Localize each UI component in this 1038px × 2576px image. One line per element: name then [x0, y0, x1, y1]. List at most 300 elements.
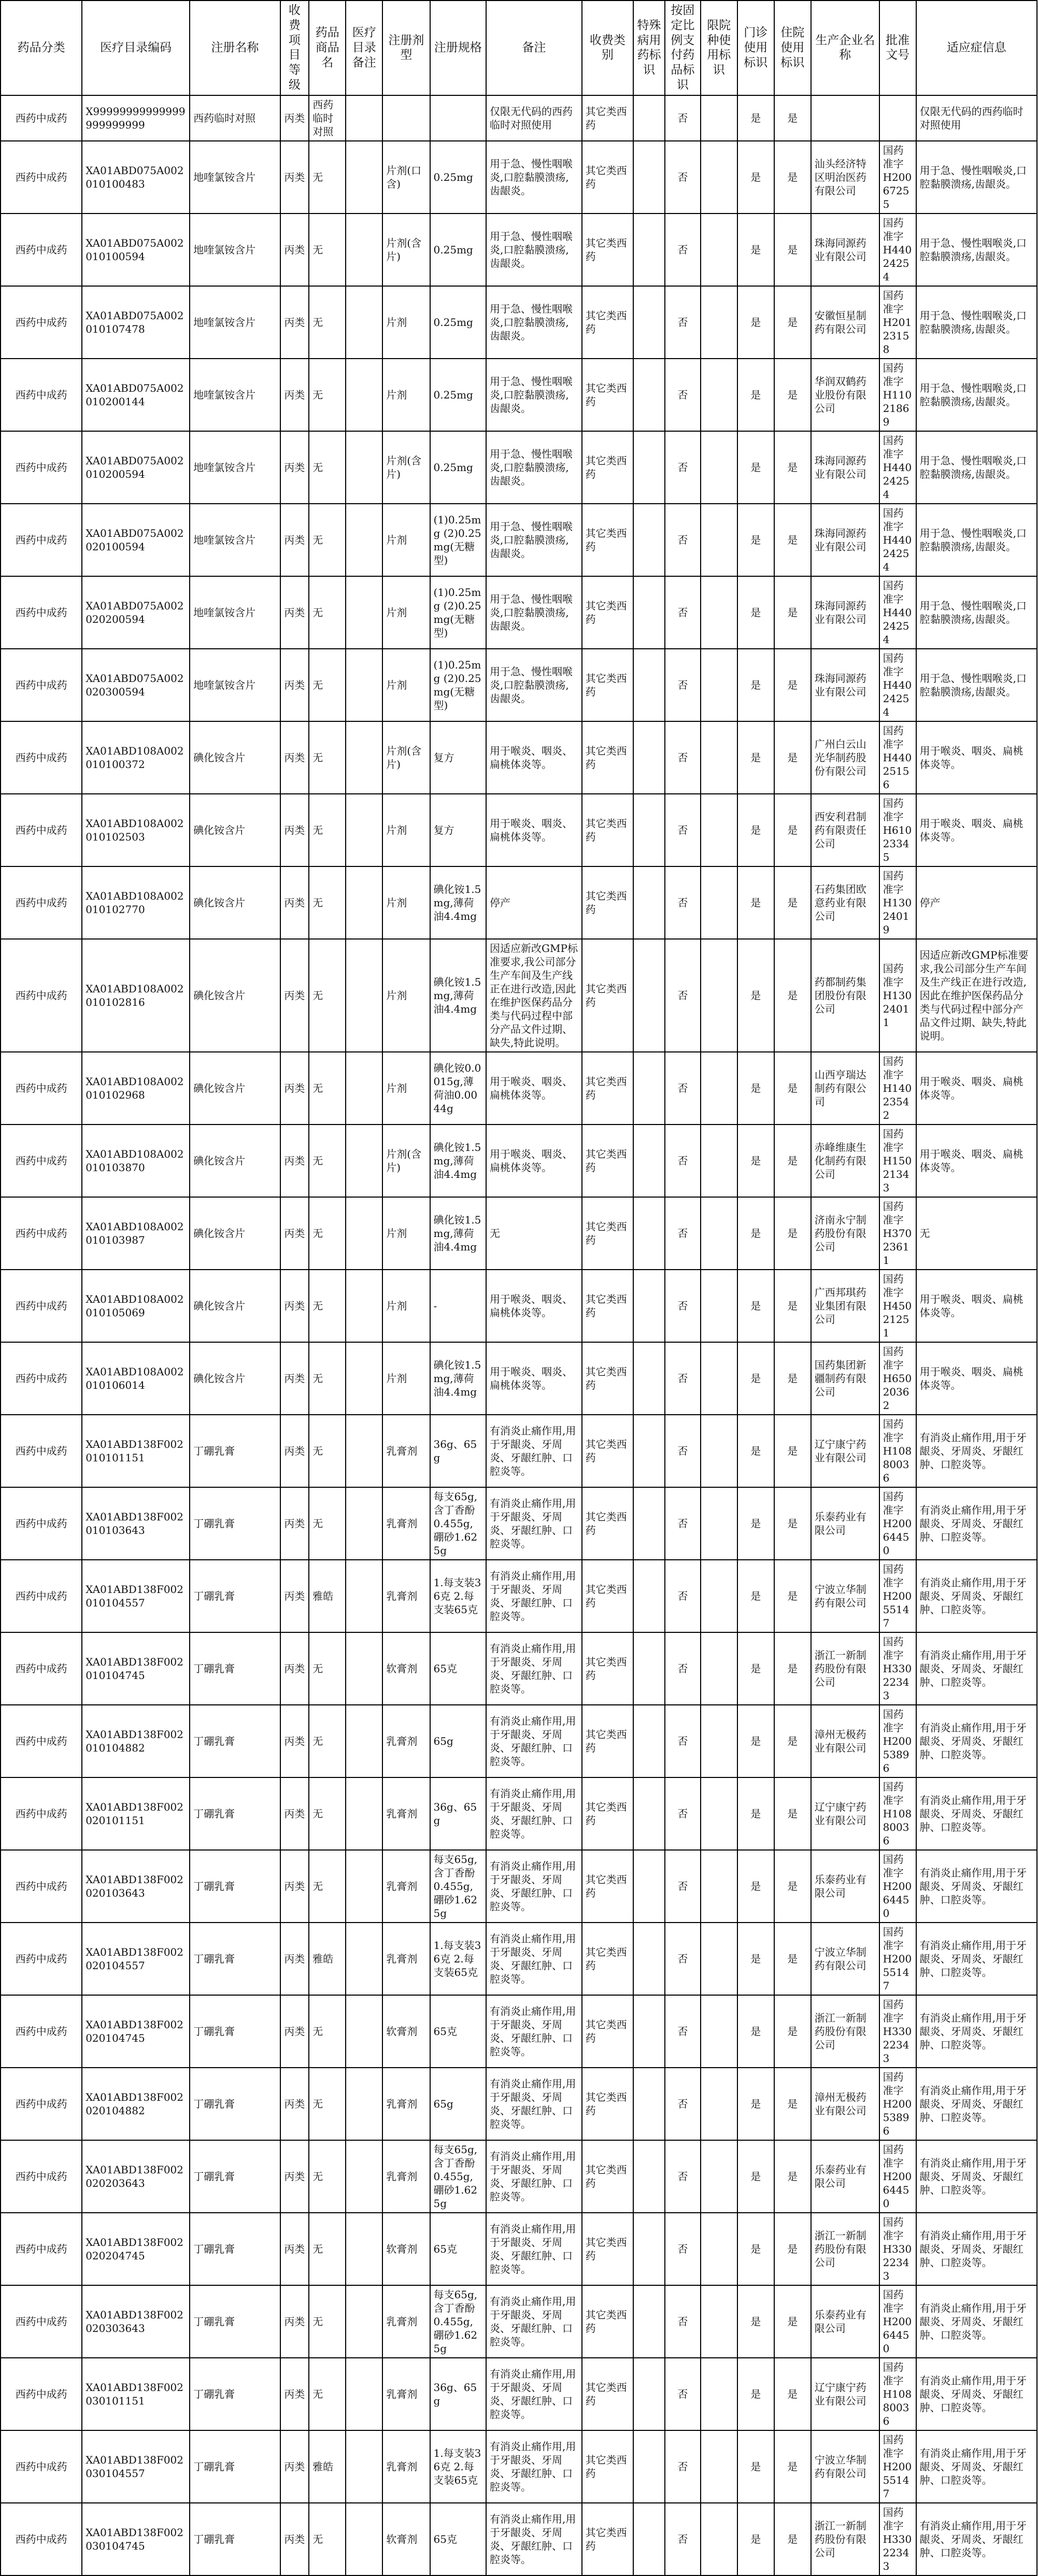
cell-hospital-limit-flag — [701, 1342, 737, 1415]
header-approval-number: 批准文号 — [879, 1, 916, 95]
cell-specification: 0.25mg — [430, 431, 487, 504]
cell-trade-name: 无 — [309, 286, 346, 359]
cell-manufacturer: 浙江一新制药股份有限公司 — [811, 1995, 879, 2068]
cell-hospital-limit-flag — [701, 1705, 737, 1777]
cell-manufacturer: 珠海同源药业有限公司 — [811, 504, 879, 576]
cell-specification: 每支65g,含丁香酚0.455g,硼砂1.625g — [430, 1850, 487, 1923]
cell-catalog-code: XA01ABD075A002020300594 — [82, 649, 190, 721]
table-row — [1, 1415, 1037, 1487]
cell-charge-grade: 丙类 — [280, 1560, 309, 1632]
cell-special-disease-flag — [633, 2503, 665, 2575]
cell-fixed-ratio-flag: 否 — [665, 1487, 701, 1560]
cell-specification: 碘化铵1.5mg,薄荷油4.4mg — [430, 1197, 487, 1270]
cell-hospital-limit-flag — [701, 721, 737, 794]
cell-manufacturer: 珠海同源药业有限公司 — [811, 576, 879, 649]
cell-catalog-code: XA01ABD108A002010102503 — [82, 794, 190, 866]
cell-indication: 有消炎止痛作用,用于牙龈炎、牙周炎、牙龈红肿、口腔炎等。 — [916, 1923, 1037, 1995]
cell-catalog-code: XA01ABD075A002010100594 — [82, 214, 190, 286]
cell-catalog-code: XA01ABD075A002010100483 — [82, 141, 190, 214]
cell-outpatient-flag: 是 — [737, 504, 774, 576]
cell-charge-category: 其它类西药 — [582, 2140, 633, 2213]
cell-charge-grade: 丙类 — [280, 1125, 309, 1197]
cell-special-disease-flag — [633, 2430, 665, 2503]
cell-special-disease-flag — [633, 2068, 665, 2140]
cell-outpatient-flag: 是 — [737, 1850, 774, 1923]
cell-special-disease-flag — [633, 1923, 665, 1995]
cell-approval-number: 国药准字H15021343 — [879, 1125, 916, 1197]
cell-specification: 65g — [430, 2068, 487, 2140]
cell-charge-category: 其它类西药 — [582, 1270, 633, 1342]
cell-registered-name: 碘化铵含片 — [190, 1052, 280, 1125]
cell-catalog-code: XA01ABD108A002010102968 — [82, 1052, 190, 1125]
cell-specification: 36g、65g — [430, 2358, 487, 2430]
cell-charge-grade: 丙类 — [280, 95, 309, 141]
cell-fixed-ratio-flag: 否 — [665, 1632, 701, 1705]
cell-trade-name: 无 — [309, 721, 346, 794]
cell-outpatient-flag: 是 — [737, 2503, 774, 2575]
cell-catalog-remark — [346, 721, 382, 794]
cell-outpatient-flag: 是 — [737, 1342, 774, 1415]
cell-manufacturer: 济南永宁制药股份有限公司 — [811, 1197, 879, 1270]
header-charge-category: 收费类别 — [582, 1, 633, 95]
cell-inpatient-flag: 是 — [774, 95, 811, 141]
cell-charge-category: 其它类西药 — [582, 576, 633, 649]
cell-remark: 有消炎止痛作用,用于牙龈炎、牙周炎、牙龈红肿、口腔炎等。 — [486, 1705, 582, 1777]
table-row — [1, 2140, 1037, 2213]
cell-outpatient-flag: 是 — [737, 1777, 774, 1850]
cell-drug-category: 西药中成药 — [1, 431, 82, 504]
cell-approval-number: 国药准字H10880036 — [879, 1415, 916, 1487]
cell-outpatient-flag: 是 — [737, 1487, 774, 1560]
cell-charge-category: 其它类西药 — [582, 1560, 633, 1632]
cell-hospital-limit-flag — [701, 1487, 737, 1560]
cell-fixed-ratio-flag: 否 — [665, 649, 701, 721]
cell-catalog-remark — [346, 794, 382, 866]
cell-approval-number: 国药准字H33022343 — [879, 2503, 916, 2575]
cell-trade-name: 无 — [309, 1850, 346, 1923]
cell-catalog-code: XA01ABD075A002010200144 — [82, 359, 190, 431]
cell-indication: 有消炎止痛作用,用于牙龈炎、牙周炎、牙龈红肿、口腔炎等。 — [916, 1487, 1037, 1560]
table-row — [1, 2503, 1037, 2575]
cell-catalog-code: XA01ABD138F002010104745 — [82, 1632, 190, 1705]
cell-registered-name: 丁硼乳膏 — [190, 1415, 280, 1487]
cell-remark: 用于喉炎、咽炎、扁桃体炎等。 — [486, 1342, 582, 1415]
cell-inpatient-flag: 是 — [774, 504, 811, 576]
cell-fixed-ratio-flag: 否 — [665, 141, 701, 214]
cell-catalog-code: XA01ABD138F002020303643 — [82, 2285, 190, 2358]
cell-outpatient-flag: 是 — [737, 95, 774, 141]
cell-drug-category: 西药中成药 — [1, 721, 82, 794]
cell-catalog-remark — [346, 1632, 382, 1705]
cell-registered-name: 丁硼乳膏 — [190, 1560, 280, 1632]
cell-indication: 用于喉炎、咽炎、扁桃体炎等。 — [916, 1052, 1037, 1125]
cell-charge-category: 其它类西药 — [582, 1197, 633, 1270]
cell-registered-name: 丁硼乳膏 — [190, 2140, 280, 2213]
cell-dosage-form: 乳膏剂 — [382, 1487, 430, 1560]
cell-charge-grade: 丙类 — [280, 359, 309, 431]
cell-trade-name: 无 — [309, 1415, 346, 1487]
cell-remark: 用于喉炎、咽炎、扁桃体炎等。 — [486, 1270, 582, 1342]
cell-special-disease-flag — [633, 721, 665, 794]
cell-approval-number: 国药准字H33022343 — [879, 1632, 916, 1705]
cell-hospital-limit-flag — [701, 2140, 737, 2213]
cell-dosage-form: 片剂 — [382, 794, 430, 866]
cell-trade-name: 无 — [309, 359, 346, 431]
table-row — [1, 1197, 1037, 1270]
cell-approval-number: 国药准字H10880036 — [879, 2358, 916, 2430]
cell-charge-grade: 丙类 — [280, 1923, 309, 1995]
cell-remark: 有消炎止痛作用,用于牙龈炎、牙周炎、牙龈红肿、口腔炎等。 — [486, 1632, 582, 1705]
cell-hospital-limit-flag — [701, 1415, 737, 1487]
cell-approval-number: 国药准字H44024254 — [879, 576, 916, 649]
cell-remark: 有消炎止痛作用,用于牙龈炎、牙周炎、牙龈红肿、口腔炎等。 — [486, 1850, 582, 1923]
cell-fixed-ratio-flag: 否 — [665, 794, 701, 866]
cell-trade-name: 无 — [309, 1342, 346, 1415]
cell-catalog-remark — [346, 504, 382, 576]
cell-fixed-ratio-flag: 否 — [665, 1125, 701, 1197]
cell-manufacturer — [811, 95, 879, 141]
cell-special-disease-flag — [633, 431, 665, 504]
cell-fixed-ratio-flag: 否 — [665, 2068, 701, 2140]
cell-registered-name: 碘化铵含片 — [190, 1197, 280, 1270]
table-row — [1, 1270, 1037, 1342]
table-row — [1, 1560, 1037, 1632]
cell-fixed-ratio-flag: 否 — [665, 1560, 701, 1632]
cell-outpatient-flag: 是 — [737, 1923, 774, 1995]
cell-charge-grade: 丙类 — [280, 2503, 309, 2575]
cell-trade-name: 雅皓 — [309, 2430, 346, 2503]
cell-remark: 有消炎止痛作用,用于牙龈炎、牙周炎、牙龈红肿、口腔炎等。 — [486, 1777, 582, 1850]
cell-registered-name: 丁硼乳膏 — [190, 1632, 280, 1705]
cell-indication: 有消炎止痛作用,用于牙龈炎、牙周炎、牙龈红肿、口腔炎等。 — [916, 2213, 1037, 2285]
cell-registered-name: 地喹氯铵含片 — [190, 576, 280, 649]
cell-dosage-form: 乳膏剂 — [382, 2068, 430, 2140]
cell-hospital-limit-flag — [701, 141, 737, 214]
cell-drug-category: 西药中成药 — [1, 2503, 82, 2575]
cell-fixed-ratio-flag: 否 — [665, 95, 701, 141]
cell-charge-grade: 丙类 — [280, 1777, 309, 1850]
cell-charge-grade: 丙类 — [280, 649, 309, 721]
cell-catalog-code: XA01ABD138F002030104745 — [82, 2503, 190, 2575]
cell-registered-name: 碘化铵含片 — [190, 866, 280, 939]
cell-catalog-code: XA01ABD108A002010103870 — [82, 1125, 190, 1197]
cell-specification: 每支65g,含丁香酚0.455g,硼砂1.625g — [430, 2140, 487, 2213]
cell-approval-number: 国药准字H14023542 — [879, 1052, 916, 1125]
cell-dosage-form: 片剂(口含) — [382, 141, 430, 214]
cell-specification: 0.25mg — [430, 214, 487, 286]
cell-trade-name: 无 — [309, 649, 346, 721]
cell-drug-category: 西药中成药 — [1, 141, 82, 214]
cell-charge-category: 其它类西药 — [582, 1850, 633, 1923]
cell-indication: 因适应新改GMP标准要求,我公司部分生产车间及生产线正在进行改造,因此在维护医保药品分类与代码过程中部分产品文件过期、缺失,特此说明。 — [916, 939, 1037, 1052]
cell-dosage-form: 乳膏剂 — [382, 1923, 430, 1995]
cell-charge-grade: 丙类 — [280, 2358, 309, 2430]
header-hospital-limit-flag: 限院种使用标识 — [701, 1, 737, 95]
cell-charge-category: 其它类西药 — [582, 95, 633, 141]
cell-dosage-form: 片剂 — [382, 1342, 430, 1415]
cell-outpatient-flag: 是 — [737, 2068, 774, 2140]
cell-catalog-remark — [346, 1342, 382, 1415]
cell-charge-grade: 丙类 — [280, 1342, 309, 1415]
cell-approval-number: 国药准字H20123158 — [879, 286, 916, 359]
cell-approval-number: 国药准字H20067255 — [879, 141, 916, 214]
cell-catalog-remark — [346, 141, 382, 214]
cell-specification: 碘化铵1.5mg,薄荷油4.4mg — [430, 939, 487, 1052]
cell-charge-grade: 丙类 — [280, 1632, 309, 1705]
cell-indication: 有消炎止痛作用,用于牙龈炎、牙周炎、牙龈红肿、口腔炎等。 — [916, 2430, 1037, 2503]
cell-drug-category: 西药中成药 — [1, 649, 82, 721]
cell-inpatient-flag: 是 — [774, 431, 811, 504]
cell-remark: 用于急、慢性咽喉炎,口腔黏膜溃疡,齿龈炎。 — [486, 141, 582, 214]
cell-catalog-remark — [346, 939, 382, 1052]
cell-trade-name: 无 — [309, 2285, 346, 2358]
cell-registered-name: 碘化铵含片 — [190, 1125, 280, 1197]
cell-approval-number: 国药准字H44024254 — [879, 431, 916, 504]
cell-drug-category: 西药中成药 — [1, 2213, 82, 2285]
cell-catalog-remark — [346, 286, 382, 359]
cell-special-disease-flag — [633, 1125, 665, 1197]
table-row — [1, 794, 1037, 866]
header-charge-grade: 收费项目等级 — [280, 1, 309, 95]
cell-fixed-ratio-flag: 否 — [665, 2285, 701, 2358]
cell-charge-grade: 丙类 — [280, 214, 309, 286]
cell-hospital-limit-flag — [701, 2213, 737, 2285]
table-row — [1, 95, 1037, 141]
cell-dosage-form: 片剂(含片) — [382, 1125, 430, 1197]
cell-outpatient-flag: 是 — [737, 2358, 774, 2430]
cell-manufacturer: 珠海同源药业有限公司 — [811, 214, 879, 286]
cell-charge-category: 其它类西药 — [582, 1125, 633, 1197]
cell-charge-category: 其它类西药 — [582, 2358, 633, 2430]
cell-charge-category: 其它类西药 — [582, 1777, 633, 1850]
header-outpatient-flag: 门诊使用标识 — [737, 1, 774, 95]
cell-inpatient-flag: 是 — [774, 939, 811, 1052]
cell-inpatient-flag: 是 — [774, 576, 811, 649]
cell-catalog-code: XA01ABD108A002010102816 — [82, 939, 190, 1052]
cell-indication: 用于喉炎、咽炎、扁桃体炎等。 — [916, 1270, 1037, 1342]
cell-drug-category: 西药中成药 — [1, 1995, 82, 2068]
cell-special-disease-flag — [633, 1487, 665, 1560]
cell-inpatient-flag: 是 — [774, 1342, 811, 1415]
cell-fixed-ratio-flag: 否 — [665, 431, 701, 504]
cell-inpatient-flag: 是 — [774, 1197, 811, 1270]
cell-fixed-ratio-flag: 否 — [665, 1705, 701, 1777]
cell-fixed-ratio-flag: 否 — [665, 286, 701, 359]
cell-charge-category: 其它类西药 — [582, 2285, 633, 2358]
cell-charge-grade: 丙类 — [280, 1487, 309, 1560]
cell-trade-name: 无 — [309, 431, 346, 504]
cell-charge-grade: 丙类 — [280, 866, 309, 939]
cell-hospital-limit-flag — [701, 1125, 737, 1197]
cell-hospital-limit-flag — [701, 95, 737, 141]
cell-hospital-limit-flag — [701, 1923, 737, 1995]
cell-specification: 复方 — [430, 721, 487, 794]
cell-registered-name: 丁硼乳膏 — [190, 2503, 280, 2575]
cell-indication: 无 — [916, 1197, 1037, 1270]
cell-outpatient-flag: 是 — [737, 431, 774, 504]
cell-dosage-form: 片剂(含片) — [382, 214, 430, 286]
cell-indication: 有消炎止痛作用,用于牙龈炎、牙周炎、牙龈红肿、口腔炎等。 — [916, 1777, 1037, 1850]
cell-dosage-form: 片剂 — [382, 866, 430, 939]
cell-hospital-limit-flag — [701, 214, 737, 286]
table-row — [1, 939, 1037, 1052]
cell-dosage-form: 片剂 — [382, 504, 430, 576]
cell-catalog-remark — [346, 1705, 382, 1777]
cell-fixed-ratio-flag: 否 — [665, 1850, 701, 1923]
cell-remark: 有消炎止痛作用,用于牙龈炎、牙周炎、牙龈红肿、口腔炎等。 — [486, 2068, 582, 2140]
cell-manufacturer: 乐泰药业有限公司 — [811, 1850, 879, 1923]
cell-approval-number: 国药准字H65020362 — [879, 1342, 916, 1415]
cell-charge-category: 其它类西药 — [582, 1705, 633, 1777]
cell-trade-name: 无 — [309, 1705, 346, 1777]
cell-registered-name: 丁硼乳膏 — [190, 1995, 280, 2068]
cell-outpatient-flag: 是 — [737, 141, 774, 214]
cell-dosage-form: 乳膏剂 — [382, 1777, 430, 1850]
cell-catalog-code: XA01ABD138F002010103643 — [82, 1487, 190, 1560]
cell-registered-name: 地喹氯铵含片 — [190, 649, 280, 721]
cell-registered-name: 丁硼乳膏 — [190, 1705, 280, 1777]
cell-approval-number: 国药准字H20055147 — [879, 2430, 916, 2503]
cell-outpatient-flag: 是 — [737, 939, 774, 1052]
cell-catalog-remark — [346, 1052, 382, 1125]
cell-special-disease-flag — [633, 95, 665, 141]
cell-indication: 有消炎止痛作用,用于牙龈炎、牙周炎、牙龈红肿、口腔炎等。 — [916, 1705, 1037, 1777]
cell-catalog-remark — [346, 95, 382, 141]
cell-specification: - — [430, 1270, 487, 1342]
cell-manufacturer: 广西邦琪药业集团有限公司 — [811, 1270, 879, 1342]
cell-manufacturer: 漳州无极药业有限公司 — [811, 2068, 879, 2140]
cell-drug-category: 西药中成药 — [1, 2430, 82, 2503]
table-row — [1, 2430, 1037, 2503]
table-row — [1, 1777, 1037, 1850]
cell-special-disease-flag — [633, 2140, 665, 2213]
cell-indication: 用于急、慢性咽喉炎,口腔黏膜溃疡,齿龈炎。 — [916, 576, 1037, 649]
cell-manufacturer: 石药集团欧意药业有限公司 — [811, 866, 879, 939]
cell-registered-name: 地喹氯铵含片 — [190, 504, 280, 576]
cell-inpatient-flag: 是 — [774, 1415, 811, 1487]
cell-trade-name: 无 — [309, 2503, 346, 2575]
cell-manufacturer: 西安利君制药有限责任公司 — [811, 794, 879, 866]
cell-outpatient-flag: 是 — [737, 1125, 774, 1197]
cell-charge-grade: 丙类 — [280, 1197, 309, 1270]
cell-charge-grade: 丙类 — [280, 1270, 309, 1342]
cell-dosage-form — [382, 95, 430, 141]
cell-manufacturer: 安徽恒星制药有限公司 — [811, 286, 879, 359]
cell-trade-name: 无 — [309, 576, 346, 649]
cell-registered-name: 碘化铵含片 — [190, 721, 280, 794]
cell-fixed-ratio-flag: 否 — [665, 359, 701, 431]
cell-dosage-form: 软膏剂 — [382, 1995, 430, 2068]
cell-trade-name: 无 — [309, 1632, 346, 1705]
cell-charge-grade: 丙类 — [280, 939, 309, 1052]
cell-specification: (1)0.25mg (2)0.25mg(无糖型) — [430, 576, 487, 649]
cell-registered-name: 丁硼乳膏 — [190, 1850, 280, 1923]
cell-outpatient-flag: 是 — [737, 1415, 774, 1487]
table-row — [1, 866, 1037, 939]
cell-outpatient-flag: 是 — [737, 1995, 774, 2068]
cell-inpatient-flag: 是 — [774, 2503, 811, 2575]
cell-approval-number: 国药准字H44025156 — [879, 721, 916, 794]
cell-hospital-limit-flag — [701, 794, 737, 866]
cell-manufacturer: 珠海同源药业有限公司 — [811, 431, 879, 504]
cell-dosage-form: 乳膏剂 — [382, 1705, 430, 1777]
cell-registered-name: 丁硼乳膏 — [190, 1923, 280, 1995]
cell-catalog-remark — [346, 1850, 382, 1923]
cell-hospital-limit-flag — [701, 359, 737, 431]
cell-inpatient-flag: 是 — [774, 214, 811, 286]
cell-inpatient-flag: 是 — [774, 1777, 811, 1850]
cell-approval-number: 国药准字H20055147 — [879, 1560, 916, 1632]
cell-special-disease-flag — [633, 1415, 665, 1487]
cell-outpatient-flag: 是 — [737, 721, 774, 794]
cell-outpatient-flag: 是 — [737, 576, 774, 649]
cell-drug-category: 西药中成药 — [1, 1705, 82, 1777]
cell-specification: 65克 — [430, 2213, 487, 2285]
header-remark: 备注 — [486, 1, 582, 95]
cell-approval-number: 国药准字H45021251 — [879, 1270, 916, 1342]
cell-trade-name: 无 — [309, 2140, 346, 2213]
header-drug-category: 药品分类 — [1, 1, 82, 95]
cell-catalog-code: XA01ABD075A002020100594 — [82, 504, 190, 576]
cell-outpatient-flag: 是 — [737, 866, 774, 939]
cell-remark: 用于急、慢性咽喉炎,口腔黏膜溃疡,齿龈炎。 — [486, 214, 582, 286]
cell-specification — [430, 95, 487, 141]
cell-drug-category: 西药中成药 — [1, 1560, 82, 1632]
header-manufacturer: 生产企业名称 — [811, 1, 879, 95]
cell-inpatient-flag: 是 — [774, 2140, 811, 2213]
table-row — [1, 431, 1037, 504]
cell-registered-name: 丁硼乳膏 — [190, 2213, 280, 2285]
cell-dosage-form: 乳膏剂 — [382, 1850, 430, 1923]
cell-catalog-remark — [346, 1777, 382, 1850]
cell-inpatient-flag: 是 — [774, 1052, 811, 1125]
cell-special-disease-flag — [633, 1995, 665, 2068]
cell-approval-number: 国药准字H20053896 — [879, 2068, 916, 2140]
cell-charge-category: 其它类西药 — [582, 649, 633, 721]
cell-charge-category: 其它类西药 — [582, 214, 633, 286]
cell-indication: 用于急、慢性咽喉炎,口腔黏膜溃疡,齿龈炎。 — [916, 504, 1037, 576]
cell-trade-name: 无 — [309, 2213, 346, 2285]
cell-drug-category: 西药中成药 — [1, 1415, 82, 1487]
cell-approval-number: 国药准字H37023611 — [879, 1197, 916, 1270]
cell-charge-grade: 丙类 — [280, 1415, 309, 1487]
cell-catalog-code: XA01ABD108A002010105069 — [82, 1270, 190, 1342]
cell-charge-category: 其它类西药 — [582, 141, 633, 214]
cell-charge-category: 其它类西药 — [582, 504, 633, 576]
cell-specification: 65g — [430, 1705, 487, 1777]
cell-specification: 碘化铵0.0015g,薄荷油0.0044g — [430, 1052, 487, 1125]
cell-fixed-ratio-flag: 否 — [665, 504, 701, 576]
cell-fixed-ratio-flag: 否 — [665, 2213, 701, 2285]
cell-dosage-form: 片剂 — [382, 1270, 430, 1342]
cell-catalog-code: XA01ABD108A002010106014 — [82, 1342, 190, 1415]
cell-special-disease-flag — [633, 649, 665, 721]
cell-special-disease-flag — [633, 866, 665, 939]
cell-outpatient-flag: 是 — [737, 2140, 774, 2213]
table-row — [1, 1850, 1037, 1923]
cell-outpatient-flag: 是 — [737, 649, 774, 721]
cell-inpatient-flag: 是 — [774, 1632, 811, 1705]
cell-catalog-code: XA01ABD108A002010102770 — [82, 866, 190, 939]
cell-manufacturer: 宁波立华制药有限公司 — [811, 1923, 879, 1995]
cell-catalog-code: XA01ABD075A002020200594 — [82, 576, 190, 649]
cell-specification: (1)0.25mg (2)0.25mg(无糖型) — [430, 649, 487, 721]
cell-remark: 有消炎止痛作用,用于牙龈炎、牙周炎、牙龈红肿、口腔炎等。 — [486, 2140, 582, 2213]
cell-dosage-form: 乳膏剂 — [382, 1415, 430, 1487]
cell-catalog-remark — [346, 2285, 382, 2358]
table-row — [1, 214, 1037, 286]
cell-indication: 用于喉炎、咽炎、扁桃体炎等。 — [916, 721, 1037, 794]
